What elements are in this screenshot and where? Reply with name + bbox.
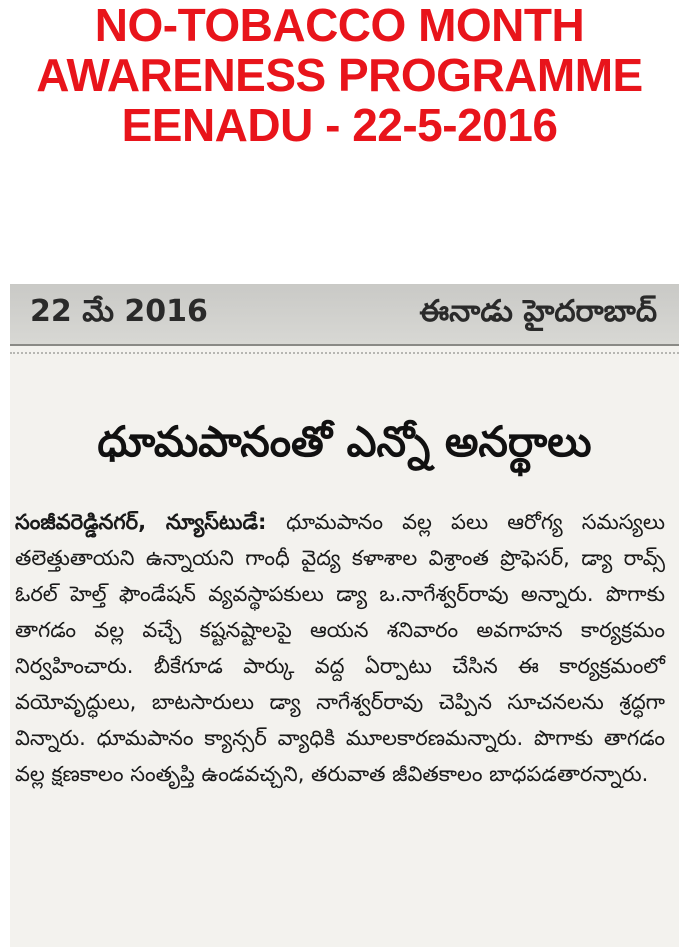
article-headline: ధూమపానంతో ఎన్నో అనర్థాలు bbox=[97, 417, 592, 466]
article-dateline: సంజీవరెడ్డినగర్, న్యూస్‌టుడే: bbox=[15, 510, 287, 534]
clipping-header bbox=[10, 284, 679, 346]
banner-title bbox=[0, 0, 679, 170]
newspaper-clipping bbox=[10, 284, 679, 947]
clipping-date: 22 మే 2016 bbox=[30, 294, 208, 329]
article-body bbox=[10, 504, 670, 944]
article-text: ధూమపానం వల్ల పలు ఆరోగ్య సమస్యలు తలెత్తుతాయని ఉన్నాయని గాంధీ వైద్య కళాశాల విశ్రాంత ప్రొఫెసర్, డ్యా రావ్స్ ఓరల్ హెల్త్ ఫౌండేషన్ వ్యవస్థాపకులు డ్యా ఒ.నాగేశ్వర్‌రావు అన్నారు. పొగాకు తాగడం వల్ల వచ్చే కష్టనష్టాలపై ఆయన శనివారం అవగాహన కార్యక్రమం నిర్వహించారు. బీకేగూడ పార్కు వద్ద ఏర్పాటు చేసిన ఈ కార్యక్రమంలో వయోవృద్ధులు, బాటసారులు డ్యా నాగేశ్వర్‌రావు చెప్పిన సూచనలను శ్రద్ధగా విన్నారు. ధూమపానం క్యాన్సర్ వ్యాధికి మూలకారణమన్నారు. పొగాకు తాగడం వల్ల క్షణకాలం సంతృప్తి ఉండవచ్చని, తరువాత జీవితకాలం బాధపడతారన్నారు. bbox=[15, 510, 665, 786]
banner-line-2: AWARENESS PROGRAMME bbox=[36, 49, 643, 101]
clipping-edition: ఈనాడు హైదరాబాద్ bbox=[419, 294, 657, 329]
header-divider bbox=[10, 346, 679, 354]
banner-line-3: EENADU - 22-5-2016 bbox=[121, 99, 558, 151]
banner-line-1: NO-TOBACCO MONTH bbox=[94, 0, 585, 51]
